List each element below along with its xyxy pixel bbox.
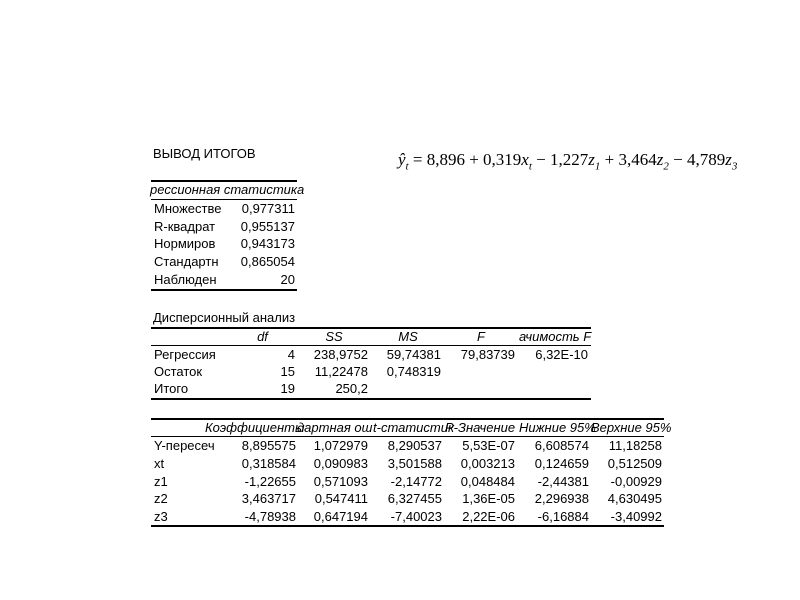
coef-cell: 2,296938 (534, 491, 589, 506)
report-title: ВЫВОД ИТОГОВ (153, 146, 256, 161)
anova-row-label: Регрессия (154, 347, 216, 362)
anova-cell: 4 (287, 347, 295, 362)
coef-cell: 2,22E-06 (462, 509, 515, 524)
coef-row-label: Y-пересеч (154, 438, 215, 453)
coef-cell: 0,318584 (241, 456, 296, 471)
coef-cell: -7,40023 (390, 509, 442, 524)
stat-label: R-квадрат (154, 219, 216, 234)
coef-header: Нижние 95% (519, 420, 596, 435)
coef-cell: -0,00929 (610, 474, 662, 489)
table-rule (151, 398, 591, 400)
coef-cell: 0,090983 (313, 456, 368, 471)
coef-cell: -1,22655 (244, 474, 296, 489)
stat-label: Нормиров (154, 236, 216, 251)
coef-header: Верхние 95% (591, 420, 672, 435)
stat-value: 0,865054 (240, 254, 295, 269)
stat-value: 20 (280, 272, 295, 287)
equation-term: − $4,789z_3$ (673, 150, 738, 173)
anova-cell: 250,2 (335, 381, 368, 396)
regression-stats-header: рессионная статистика (150, 182, 305, 197)
anova-header: MS (398, 329, 418, 344)
coef-cell: -2,14772 (390, 474, 442, 489)
coef-cell: 1,36E-05 (462, 491, 515, 506)
coef-cell: 4,630495 (607, 491, 662, 506)
equation-lhs-sub: t (405, 160, 409, 173)
table-rule (151, 525, 664, 527)
regression-equation (398, 150, 737, 172)
anova-cell: 59,74381 (386, 347, 441, 362)
anova-header: ачимость F (519, 329, 592, 344)
coef-header: t-статистик (373, 420, 455, 435)
anova-header: F (477, 329, 485, 344)
coef-cell: 3,463717 (241, 491, 296, 506)
coef-cell: 8,895575 (241, 438, 296, 453)
stat-value: 0,943173 (240, 236, 295, 251)
stat-value: 0,977311 (241, 201, 295, 216)
table-rule (151, 289, 297, 291)
anova-header: df (257, 329, 268, 344)
coef-cell: 0,547411 (314, 491, 368, 506)
coef-row-label: z3 (154, 509, 168, 524)
coef-cell: 6,327455 (387, 491, 442, 506)
coef-cell: 11,18258 (608, 438, 662, 453)
stat-label: Множестве (154, 201, 222, 216)
coef-row-label: z1 (154, 474, 168, 489)
coef-cell: -3,40992 (610, 509, 662, 524)
equation-term: = 8,896 (412, 150, 465, 169)
coef-cell: 0,512509 (607, 456, 662, 471)
coef-cell: 6,608574 (534, 438, 589, 453)
coef-cell: 0,571093 (313, 474, 368, 489)
anova-cell: 11,22478 (314, 364, 368, 379)
coef-cell: 0,048484 (460, 474, 515, 489)
equation-term: + $3,464z_2$ (604, 150, 669, 173)
anova-row-label: Итого (154, 381, 189, 396)
coef-header: дартная ош (297, 420, 373, 435)
coef-row-label: z2 (154, 491, 168, 506)
coef-header: P-Значение (445, 420, 516, 435)
coef-header: Коэффициенты (205, 420, 305, 435)
coef-cell: 0,647194 (313, 509, 368, 524)
anova-cell: 15 (280, 364, 295, 379)
equation-term: − $1,227z_1$ (536, 150, 601, 173)
anova-cell: 79,83739 (460, 347, 515, 362)
anova-cell: 238,9752 (313, 347, 368, 362)
anova-row-label: Остаток (154, 364, 203, 379)
coef-cell: 8,290537 (387, 438, 442, 453)
coef-cell: 5,53E-07 (462, 438, 515, 453)
anova-title: Дисперсионный анализ (153, 310, 296, 325)
coef-cell: -4,78938 (244, 509, 296, 524)
coef-row-label: xt (154, 456, 165, 471)
anova-cell: 6,32E-10 (535, 347, 588, 362)
anova-header: SS (325, 329, 343, 344)
stat-label: Стандартн (154, 254, 219, 269)
coef-cell: -6,16884 (537, 509, 589, 524)
equation-lhs: ŷ (398, 150, 406, 169)
coef-cell: 0,124659 (534, 456, 589, 471)
anova-cell: 19 (280, 381, 295, 396)
stat-label: Наблюден (154, 272, 217, 287)
coef-cell: -2,44381 (537, 474, 589, 489)
coef-cell: 1,072979 (313, 438, 368, 453)
coef-cell: 3,501588 (387, 456, 442, 471)
coef-cell: 0,003213 (460, 456, 515, 471)
anova-cell: 0,748319 (386, 364, 441, 379)
equation-term: + $0,319x_t$ (469, 150, 532, 173)
stat-value: 0,955137 (240, 219, 295, 234)
